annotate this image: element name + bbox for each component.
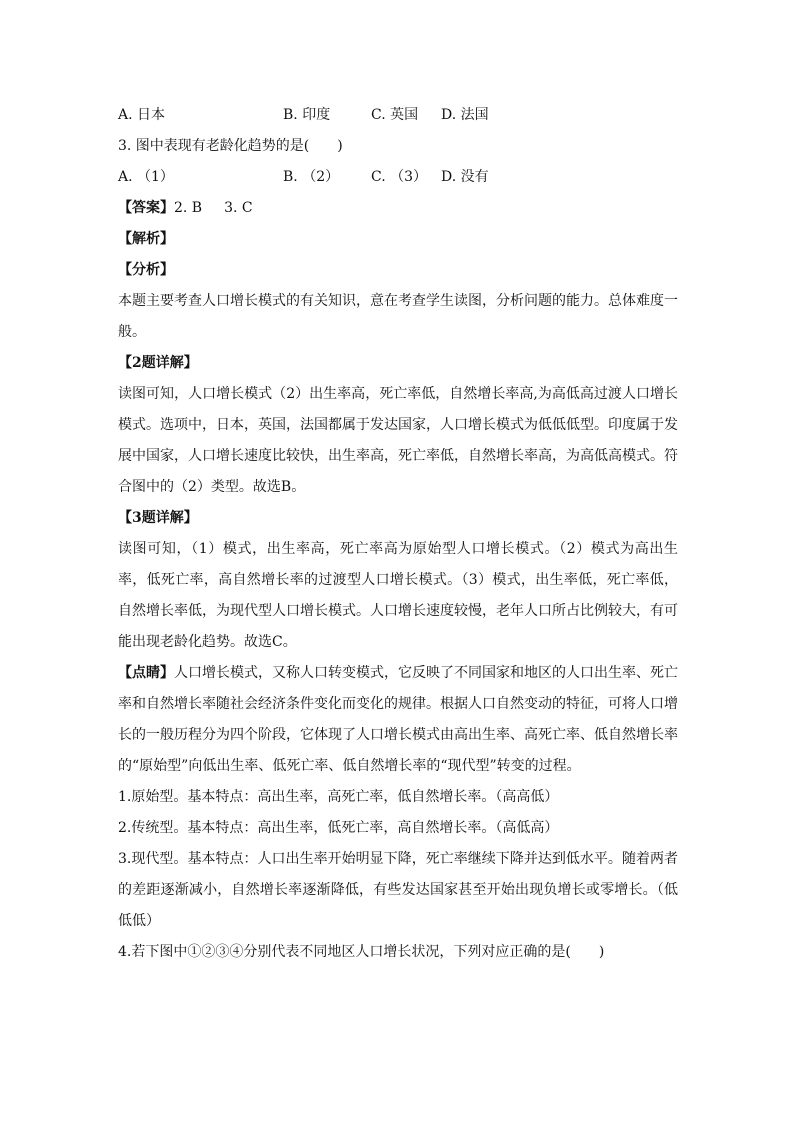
answer-tag: 【答案】: [118, 200, 174, 216]
fenxi-heading: 【分析】: [118, 262, 174, 278]
dianjing-paragraph: [118, 658, 678, 782]
q2-options-row: [118, 100, 678, 131]
q3-option-b: B. （2）: [283, 169, 340, 185]
dianjing-text: 人口增长模式，又称人口转变模式，它反映了不同国家和地区的人口出生率、死亡率和自然增长率随社会经济条件变化而变化的规律。根据人口自然变动的特征，可将人口增长的一般历程分为四个阶段，它体现了人口增长模式由高出生率、高死亡率、低自然增长率的“原始型”向低出生率、低死亡率、低自然增长率的“现代型”转变的过程。: [118, 665, 678, 774]
q2-option-c: C. 英国: [371, 107, 419, 123]
answer-q2: 2. B: [174, 200, 203, 216]
q2-detail-text: 读图可知，人口增长模式（2）出生率高，死亡率低，自然增长率高,为高低高过渡人口增长模式。选项中，日本，英国，法国都属于发达国家，人口增长模式为低低低型。印度属于发展中国家，人口增长速度比较快，出生率高，死亡率低，自然增长率高，为高低高模式。符合图中的（2）类型。故选B。: [118, 386, 678, 495]
q2-option-a: A. 日本: [118, 107, 166, 123]
q3-options-row: [118, 162, 678, 193]
q4-stem: 4.若下图中①②③④分别代表不同地区人口增长状况，下列对应正确的是( ): [118, 944, 605, 960]
type-1: 1.原始型。基本特点：高出生率，高死亡率，低自然增长率。（高高低）: [118, 789, 559, 805]
fenxi-text: 本题主要考查人口增长模式的有关知识，意在考查学生读图，分析问题的能力。总体难度一般。: [118, 293, 678, 340]
jiexi-heading: 【解析】: [118, 231, 174, 247]
dianjing-tag: 【点睛】: [118, 665, 174, 681]
q2-detail-heading: 【2题详解】: [118, 355, 198, 371]
answer-q3: 3. C: [224, 200, 253, 216]
type-2: 2.传统型。基本特点：高出生率，低死亡率，高自然增长率。（高低高）: [118, 820, 559, 836]
q3-detail-heading: 【3题详解】: [118, 510, 198, 526]
q3-option-d: D. 没有: [441, 169, 489, 185]
document-page: [118, 100, 678, 968]
q2-option-b: B. 印度: [283, 107, 331, 123]
q3-option-c: C. （3）: [371, 169, 428, 185]
q2-option-d: D. 法国: [441, 107, 489, 123]
q3-detail-text: 读图可知，（1）模式，出生率高，死亡率高为原始型人口增长模式。（2）模式为高出生率，低死亡率，高自然增长率的过渡型人口增长模式。（3）模式，出生率低，死亡率低，自然增长率低，为现代型人口增长模式。人口增长速度较慢，老年人口所占比例较大，有可能出现老龄化趋势。故选C。: [118, 541, 678, 650]
answer-row: [118, 193, 678, 224]
q3-option-a: A. （1）: [118, 169, 174, 185]
q3-stem: 3. 图中表现有老龄化趋势的是( ): [118, 138, 343, 154]
type-3: 3.现代型。基本特点：人口出生率开始明显下降，死亡率继续下降并达到低水平。随着两者的差距逐渐减小，自然增长率逐渐降低，有些发达国家甚至开始出现负增长或零增长。（低低低）: [118, 851, 678, 929]
